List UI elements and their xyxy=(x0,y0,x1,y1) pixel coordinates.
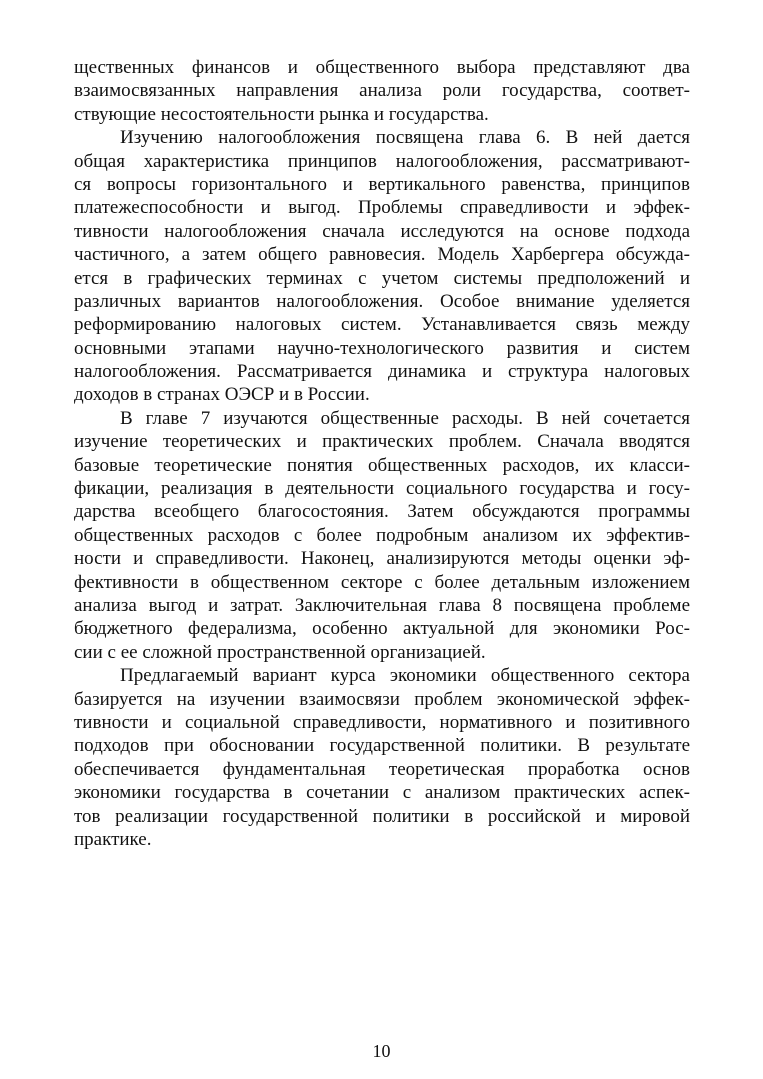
text-line: общественных расходов с более подробным анализом их эффектив- xyxy=(74,524,690,546)
text-line: экономики государства в сочетании с анализом практических аспек- xyxy=(74,782,690,804)
text-line: ности и справедливости. Наконец, анализируются методы оценки эф- xyxy=(74,548,690,570)
text-line: ется в графических терминах с учетом системы предположений и xyxy=(74,267,690,289)
text-line: изучение теоретических и практических проблем. Сначала вводятся xyxy=(74,431,690,453)
text-line: общая характеристика принципов налогообложения, рассматривают- xyxy=(74,150,690,172)
text-line: ствующие несостоятельности рынка и государства. xyxy=(74,103,489,125)
text-line: фективности в общественном секторе с более детальным изложением xyxy=(74,571,690,593)
text-line: реформированию налоговых систем. Устанавливается связь между xyxy=(74,314,690,336)
text-line: подходов при обосновании государственной политики. В результате xyxy=(74,735,690,757)
text-line: взаимосвязанных направления анализа роли государства, соответ- xyxy=(74,80,690,102)
text-line: ся вопросы горизонтального и вертикального равенства, принципов xyxy=(74,173,690,195)
text-line: щественных финансов и общественного выбора представляют два xyxy=(74,57,690,78)
text-line: тивности налогообложения сначала исследуются на основе подхода xyxy=(74,220,690,242)
text-line: фикации, реализация в деятельности социального государства и госу- xyxy=(74,478,690,500)
text-line: основными этапами научно-технологического развития и систем xyxy=(74,337,690,359)
paragraph-course-summary xyxy=(74,664,690,851)
text-line: тивности и социальной справедливости, нормативного и позитивного xyxy=(74,711,690,733)
text-line: частичного, а затем общего равновесия. Модель Харбергера обсужда- xyxy=(74,244,690,266)
page-number: 10 xyxy=(372,1041,391,1061)
text-line: сии с ее сложной пространственной организацией. xyxy=(74,641,486,663)
paragraph-taxation xyxy=(74,126,690,407)
text-line: налогообложения. Рассматривается динамика и структура налоговых xyxy=(74,361,690,383)
text-line: практике. xyxy=(74,828,152,850)
text-line: платежеспособности и выгод. Проблемы справедливости и эффек- xyxy=(74,197,690,219)
paragraph-public-expenditure xyxy=(74,407,690,664)
text-line: доходов в странах ОЭСР и в России. xyxy=(74,384,370,406)
text-line: бюджетного федерализма, особенно актуальной для экономики Рос- xyxy=(74,618,690,640)
text-line: Изучению налогообложения посвящена глава 6. В ней дается xyxy=(120,127,690,149)
text-line: дарства всеобщего благосостояния. Затем обсуждаются программы xyxy=(74,501,690,523)
text-line: Предлагаемый вариант курса экономики общественного сектора xyxy=(120,665,690,687)
paragraph-intro-continuation xyxy=(74,56,690,126)
text-line: различных вариантов налогообложения. Особое внимание уделяется xyxy=(74,290,690,312)
page-text xyxy=(74,56,690,851)
text-line: тов реализации государственной политики в российской и мировой xyxy=(74,805,690,827)
text-line: В главе 7 изучаются общественные расходы. В ней сочетается xyxy=(120,407,690,429)
text-line: базовые теоретические понятия общественных расходов, их класси- xyxy=(74,454,690,476)
text-line: анализа выгод и затрат. Заключительная глава 8 посвящена проблеме xyxy=(74,594,690,616)
text-line: базируется на изучении взаимосвязи проблем экономической эффек- xyxy=(74,688,690,710)
text-line: обеспечивается фундаментальная теоретическая проработка основ xyxy=(74,758,690,780)
